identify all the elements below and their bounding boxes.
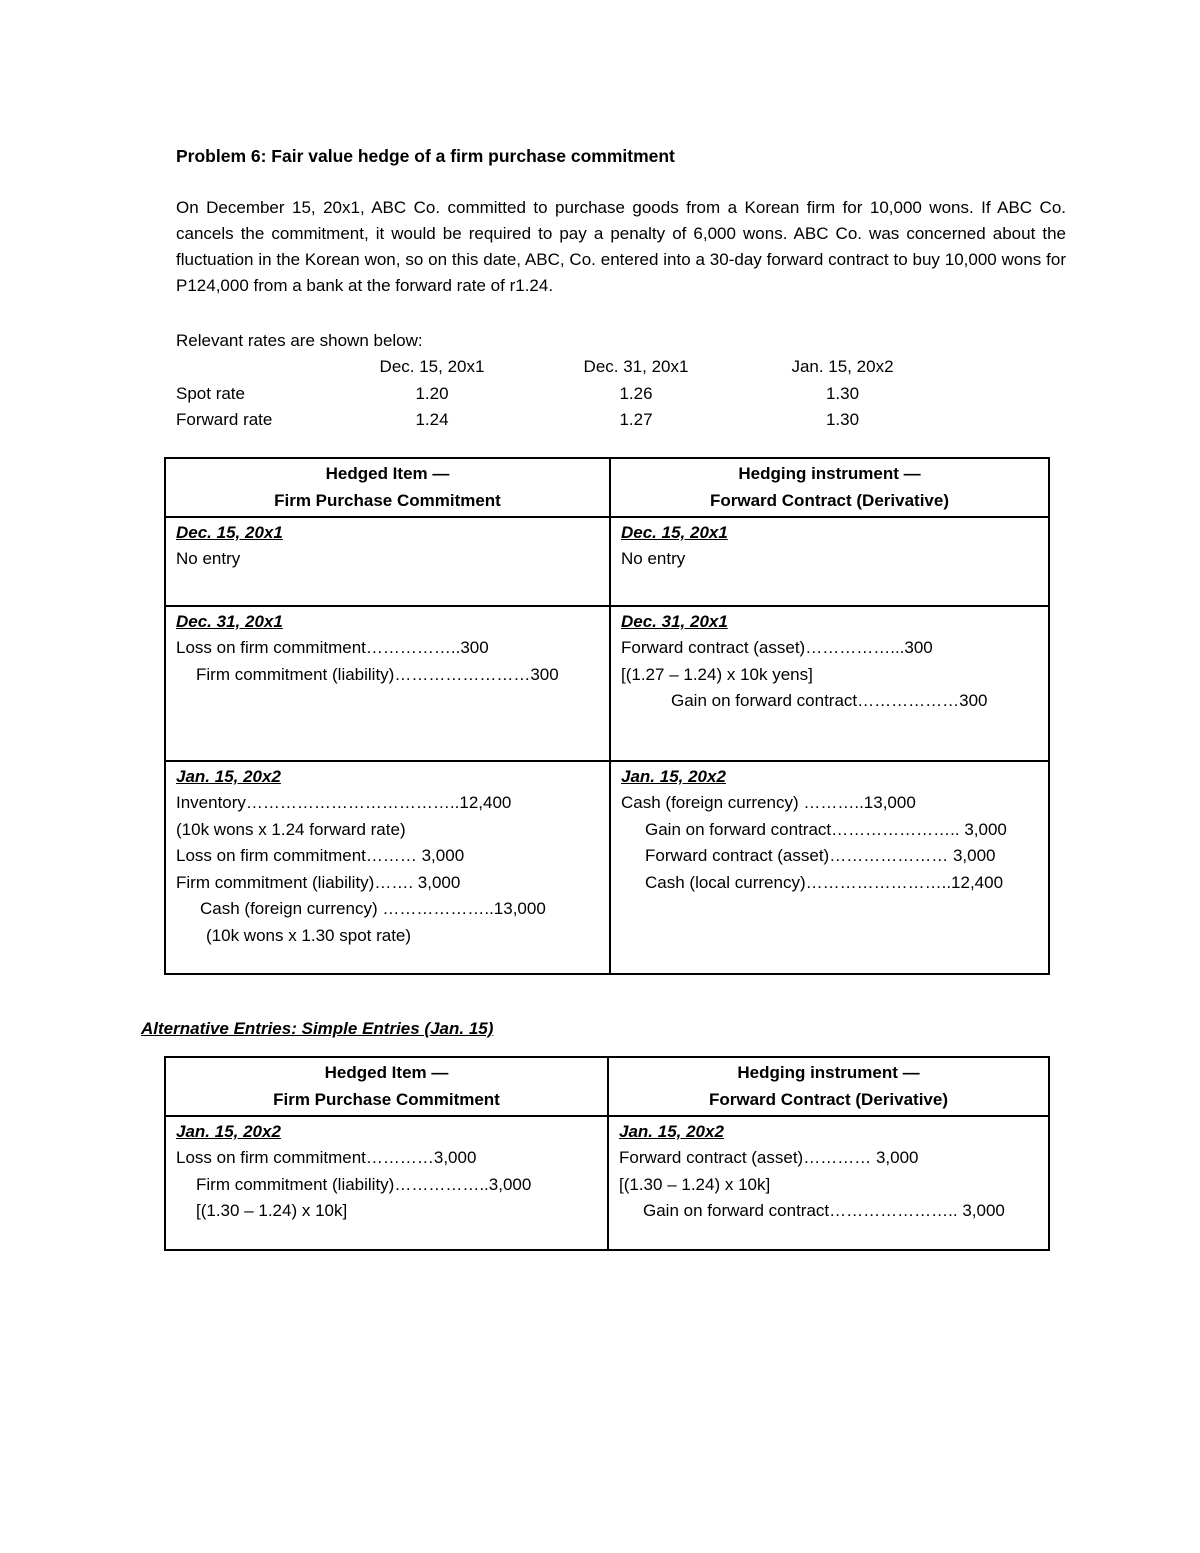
entry-line: [(1.30 – 1.24) x 10k] [619,1174,771,1194]
entry-line: Gain on forward contract………………….. 3,000 [643,1201,1005,1220]
rates-date: Dec. 15, 20x1 [379,357,485,376]
hedging-instrument-header: Hedging instrument — Forward Contract (Derivative) [610,458,1049,517]
entry-line: Loss on firm commitment…………3,000 [176,1148,477,1167]
entry-date: Dec. 15, 20x1 [176,523,283,542]
entry-line: [(1.30 – 1.24) x 10k] [196,1201,348,1220]
rate-label: Forward rate [176,410,273,429]
entry-line: Firm commitment (liability)……………..3,000 [196,1174,532,1194]
entry-line: Forward contract (asset)………………… 3,000 [645,846,996,865]
rates-date: Dec. 31, 20x1 [583,357,689,376]
entry-line: (10k wons x 1.24 forward rate) [176,819,406,839]
alternative-entries-table [164,1056,1050,1251]
rate-value: 1.20 [415,383,449,403]
rate-label: Spot rate [176,383,245,403]
jan15-row [165,761,1049,974]
spot-rate-row [176,381,936,408]
dec15-hedged-cell [165,517,610,606]
entry-line: Loss on firm commitment……… 3,000 [176,846,465,865]
entry-date: Jan. 15, 20x2 [176,767,281,786]
rates-date: Jan. 15, 20x2 [791,357,894,376]
entry-line: Cash (foreign currency) ………………..13,000 [200,899,546,918]
entry-date: Jan. 15, 20x2 [176,1122,281,1141]
table-header-row [165,458,1049,517]
entry-text: No entry [621,549,686,568]
alternative-entries-title: Alternative Entries: Simple Entries (Jan. 15) [141,1019,494,1038]
entry-date: Dec. 15, 20x1 [621,523,728,542]
entry-date: Jan. 15, 20x2 [621,767,726,786]
dec15-hedging-cell [610,517,1049,606]
entry-line: Firm commitment (liability)……. 3,000 [176,872,461,892]
dec15-row [165,517,1049,606]
problem-title: Problem 6: Fair value hedge of a firm purchase commitment [176,146,675,166]
entry-line: Cash (local currency)……………………..12,400 [645,872,1004,892]
rates-table [176,354,936,434]
jan15-hedged-cell [165,761,610,974]
entry-line: Cash (foreign currency) ………..13,000 [621,793,916,812]
table-header-row [165,1057,1049,1116]
entry-line: Firm commitment (liability)……………………300 [196,664,559,684]
entry-line: [(1.27 – 1.24) x 10k yens] [621,664,813,684]
rate-value: 1.26 [619,383,653,403]
rate-value: 1.27 [619,410,653,429]
dec31-hedging-cell [610,606,1049,761]
dec31-row [165,606,1049,761]
problem-intro [176,195,1066,299]
entry-line: Gain on forward contract………………300 [671,691,988,710]
jan15-alt-hedged-cell [165,1116,608,1250]
jan15-alt-row [165,1116,1049,1250]
hedged-item-header: Hedged Item — Firm Purchase Commitment [165,1057,608,1116]
entry-date: Dec. 31, 20x1 [176,612,283,631]
entry-line: Gain on forward contract………………….. 3,000 [645,819,1007,839]
forward-rate-row [176,407,936,434]
entry-text: No entry [176,549,241,568]
intro-paragraph: On December 15, 20x1, ABC Co. committed to purchase goods from a Korean firm for 10,000 wons. If ABC Co. cancels the commitment, it would be required to pay a penalty of 6,000 wons. ABC Co. was concerned about the fluctuation in the Korean won, so on this date, ABC, Co. entered into a 30-day forward contract to buy 10,000 wons for P124,000 from a bank at the forward rate of r1.24. [176,198,1066,295]
journal-entries-table [164,457,1050,975]
entry-date: Dec. 31, 20x1 [621,612,728,631]
entry-line: Loss on firm commitment……………..300 [176,638,489,657]
entry-line: Forward contract (asset)………… 3,000 [619,1148,919,1167]
entry-line: Inventory………………………………..12,400 [176,793,512,812]
jan15-alt-hedging-cell [608,1116,1049,1250]
rates-header-row [176,354,936,381]
rate-value: 1.30 [825,410,860,429]
hedged-item-header: Hedged Item — Firm Purchase Commitment [165,458,610,517]
entry-line: (10k wons x 1.30 spot rate) [206,925,412,945]
hedging-instrument-header: Hedging instrument — Forward Contract (Derivative) [608,1057,1049,1116]
rates-label: Relevant rates are shown below: [176,331,423,350]
rate-value: 1.30 [825,383,860,403]
dec31-hedged-cell [165,606,610,761]
entry-line: Forward contract (asset)……………...300 [621,638,933,657]
rate-value: 1.24 [415,410,449,429]
entry-date: Jan. 15, 20x2 [619,1122,724,1141]
jan15-hedging-cell [610,761,1049,974]
